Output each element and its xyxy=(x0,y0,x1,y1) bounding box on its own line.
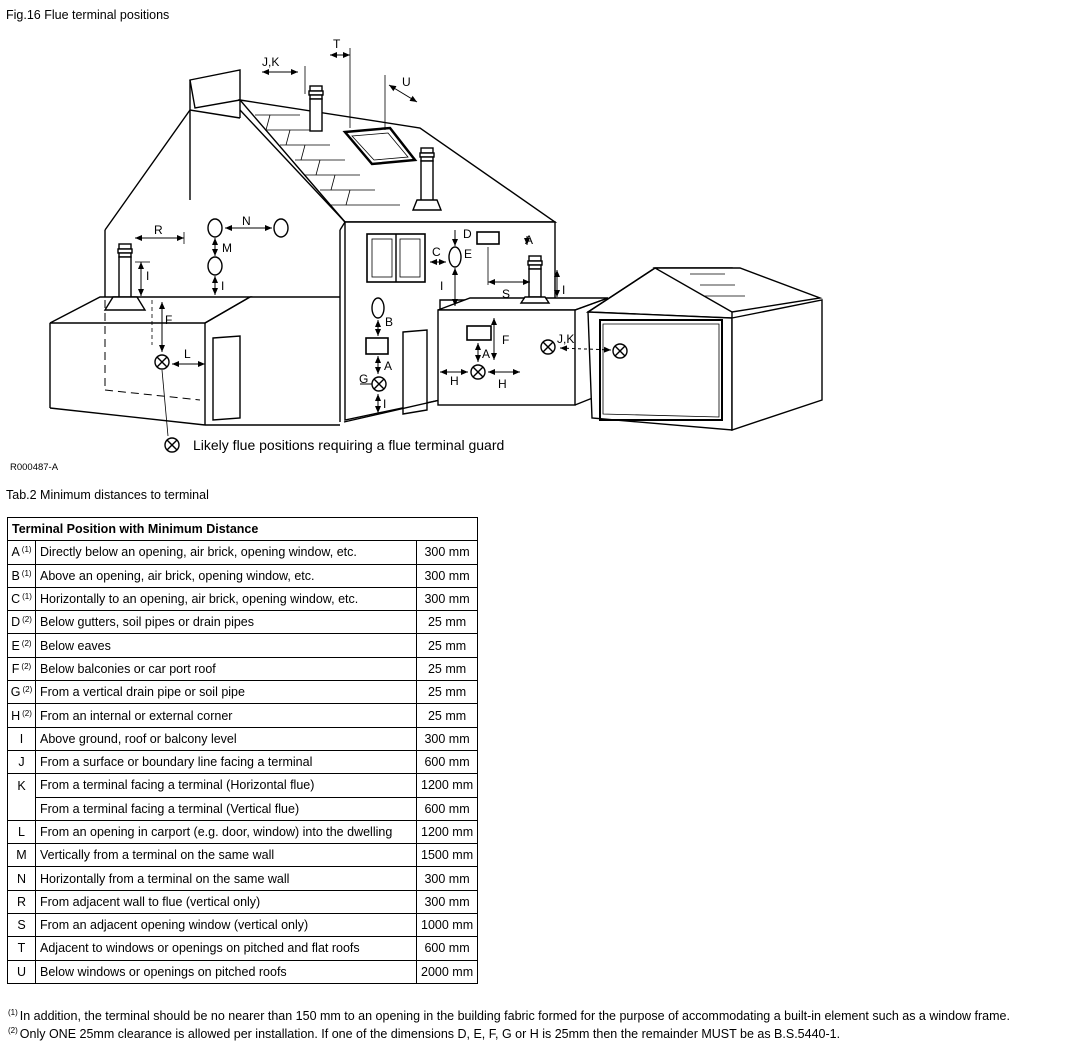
label-u: U xyxy=(402,75,411,89)
row-value: 300 mm xyxy=(417,564,478,587)
row-description: Above ground, roof or balcony level xyxy=(36,727,417,750)
table-title: Tab.2 Minimum distances to terminal xyxy=(6,488,209,502)
footnote-2: $^{(2)}$ Only ONE 25mm clearance is allowed per installation. If one of the dimensions D, E, F, G or H is 25mm then the remainder MUST be as B.S.5440-1. xyxy=(8,1026,841,1041)
table-row xyxy=(8,937,478,960)
row-description: Below gutters, soil pipes or drain pipes xyxy=(36,611,417,634)
row-description: From an internal or external corner xyxy=(36,704,417,727)
label-f-left: F xyxy=(165,313,173,327)
table-row xyxy=(8,890,478,913)
row-value: 25 mm xyxy=(417,704,478,727)
label-g: G xyxy=(359,372,369,386)
label-c: C xyxy=(432,245,441,259)
row-note: (1) xyxy=(21,545,32,555)
row-code: H $^{(2)}$ xyxy=(8,704,36,727)
label-l: L xyxy=(184,347,191,361)
row-code: M xyxy=(8,844,36,867)
row-code: B $^{(1)}$ xyxy=(8,564,36,587)
row-description: From a terminal facing a terminal (Horizontal flue) xyxy=(36,774,417,797)
table-row xyxy=(8,914,478,937)
label-h-left: H xyxy=(450,374,459,388)
table-header: Terminal Position with Minimum Distance xyxy=(8,518,478,541)
label-jk-right: J,K xyxy=(557,332,575,346)
row-code: G $^{(2)}$ xyxy=(8,681,36,704)
label-i-low: I xyxy=(383,397,387,411)
flue-terminal-diagram xyxy=(0,30,1085,470)
row-value: 25 mm xyxy=(417,657,478,680)
table-row xyxy=(8,797,478,820)
label-jk-top: J,K xyxy=(262,55,280,69)
row-description: Horizontally from a terminal on the same wall xyxy=(36,867,417,890)
table-row xyxy=(8,750,478,773)
table-row xyxy=(8,541,478,564)
label-d: D xyxy=(463,227,472,241)
row-value: 1000 mm xyxy=(417,914,478,937)
row-description: Horizontally to an opening, air brick, opening window, etc. xyxy=(36,587,417,610)
row-note: (2) xyxy=(22,685,33,695)
label-s: S xyxy=(502,287,511,301)
legend-guard-icon xyxy=(165,438,179,452)
left-extension xyxy=(50,297,340,425)
row-value: 600 mm xyxy=(417,797,478,820)
row-description: From a terminal facing a terminal (Vertical flue) xyxy=(36,797,417,820)
table-row xyxy=(8,564,478,587)
row-description: Below balconies or car port roof xyxy=(36,657,417,680)
minimum-distance-table xyxy=(7,517,478,984)
row-code: E $^{(2)}$ xyxy=(8,634,36,657)
row-code: A $^{(1)}$ xyxy=(8,541,36,564)
row-value: 300 mm xyxy=(417,727,478,750)
row-note: (2) xyxy=(21,638,32,648)
row-description: Below windows or openings on pitched roofs xyxy=(36,960,417,983)
row-code: T xyxy=(8,937,36,960)
row-code: D $^{(2)}$ xyxy=(8,611,36,634)
table-row xyxy=(8,634,478,657)
label-a-right: A xyxy=(482,347,491,361)
label-i-left-1: I xyxy=(146,269,150,283)
row-value: 25 mm xyxy=(417,611,478,634)
label-n: N xyxy=(242,214,251,228)
label-f-right: F xyxy=(502,333,510,347)
row-value: 300 mm xyxy=(417,867,478,890)
label-r: R xyxy=(154,223,163,237)
table-row xyxy=(8,867,478,890)
row-note: (2) xyxy=(22,708,32,718)
row-value: 300 mm xyxy=(417,587,478,610)
table-row xyxy=(8,727,478,750)
table-row xyxy=(8,844,478,867)
table-row xyxy=(8,657,478,680)
table-row xyxy=(8,820,478,843)
row-description: Adjacent to windows or openings on pitched and flat roofs xyxy=(36,937,417,960)
row-code: U xyxy=(8,960,36,983)
label-t: T xyxy=(333,37,341,51)
right-extension xyxy=(438,298,608,405)
row-value: 1200 mm xyxy=(417,820,478,843)
table-row xyxy=(8,611,478,634)
figure-reference: R000487-A xyxy=(10,462,59,473)
row-value: 25 mm xyxy=(417,634,478,657)
row-code: N xyxy=(8,867,36,890)
label-m: M xyxy=(222,241,232,255)
row-code: C $^{(1)}$ xyxy=(8,587,36,610)
row-code: I xyxy=(8,727,36,750)
row-note: (1) xyxy=(22,592,32,602)
row-value: 600 mm xyxy=(417,750,478,773)
row-description: From an opening in carport (e.g. door, window) into the dwelling xyxy=(36,820,417,843)
table-row xyxy=(8,704,478,727)
row-note: (1) xyxy=(21,568,32,578)
row-code: K xyxy=(8,774,36,797)
row-code xyxy=(8,797,36,820)
label-i-mid: I xyxy=(440,279,444,293)
row-value: 2000 mm xyxy=(417,960,478,983)
table-row xyxy=(8,681,478,704)
row-description: Directly below an opening, air brick, opening window, etc. xyxy=(36,541,417,564)
row-description: From a vertical drain pipe or soil pipe xyxy=(36,681,417,704)
label-e: E xyxy=(464,247,473,261)
label-i-left-2: I xyxy=(221,279,225,293)
label-a-mid: A xyxy=(384,359,393,373)
row-description: Above an opening, air brick, opening window, etc. xyxy=(36,564,417,587)
row-value: 300 mm xyxy=(417,890,478,913)
figure-title: Fig.16 Flue terminal positions xyxy=(6,8,170,22)
label-i-right: I xyxy=(562,283,566,297)
table-row xyxy=(8,960,478,983)
table-row xyxy=(8,774,478,797)
row-description: From adjacent wall to flue (vertical only) xyxy=(36,890,417,913)
table-row xyxy=(8,587,478,610)
row-code: L xyxy=(8,820,36,843)
row-value: 300 mm xyxy=(417,541,478,564)
legend xyxy=(165,437,504,453)
row-value: 600 mm xyxy=(417,937,478,960)
row-code: S xyxy=(8,914,36,937)
row-code: F $^{(2)}$ xyxy=(8,657,36,680)
footnote-1: $^{(1)}$ In addition, the terminal should be no nearer than 150 mm to an opening in the building fabric formed for the purpose of accommodating a built-in element such as a window frame. xyxy=(8,1008,1010,1023)
label-b: B xyxy=(385,315,394,329)
row-description: Below eaves xyxy=(36,634,417,657)
row-value: 1500 mm xyxy=(417,844,478,867)
row-description: From a surface or boundary line facing a terminal xyxy=(36,750,417,773)
label-a-top: A xyxy=(525,233,534,247)
label-h-right: H xyxy=(498,377,507,391)
row-code: R xyxy=(8,890,36,913)
row-note: (2) xyxy=(21,661,32,671)
row-description: From an adjacent opening window (vertical only) xyxy=(36,914,417,937)
legend-text: Likely flue positions requiring a flue terminal guard xyxy=(193,437,505,453)
row-note: (2) xyxy=(22,615,32,625)
row-description: Vertically from a terminal on the same wall xyxy=(36,844,417,867)
row-value: 25 mm xyxy=(417,681,478,704)
row-value: 1200 mm xyxy=(417,774,478,797)
row-code: J xyxy=(8,750,36,773)
